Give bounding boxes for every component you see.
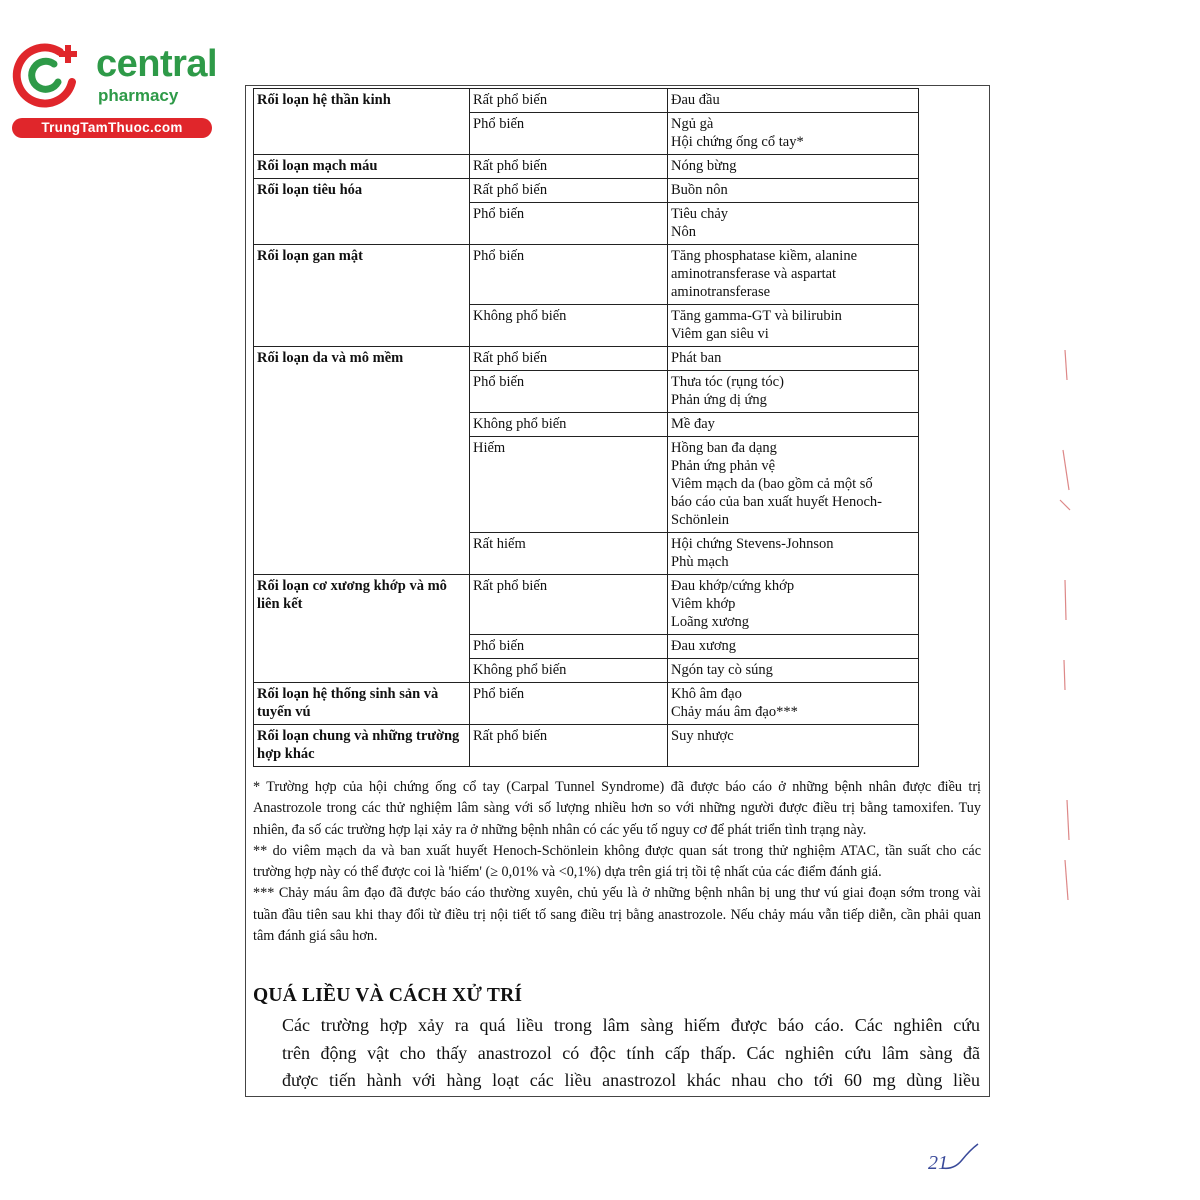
pharmacy-logo-icon <box>12 38 84 110</box>
adverse-effect: Suy nhược <box>671 728 734 744</box>
table-row <box>254 155 919 179</box>
page-number-text: 21 <box>928 1152 948 1174</box>
adverse-effect: Ngón tay cò súng <box>671 662 773 678</box>
table-row <box>254 575 919 635</box>
frequency-cell: Phổ biến <box>470 203 668 245</box>
frequency-cell: Rất phổ biến <box>470 89 668 113</box>
organ-system-cell: Rối loạn hệ thống sinh sản và tuyến vú <box>254 683 470 725</box>
adverse-effect-cell <box>668 347 919 371</box>
adverse-effect: Phù mạch <box>671 554 729 570</box>
adverse-effect-cell <box>668 179 919 203</box>
adverse-effect-cell <box>668 635 919 659</box>
adverse-effect: Nóng bừng <box>671 158 737 174</box>
pharmacy-logo[interactable] <box>10 38 218 138</box>
table-row <box>254 347 919 371</box>
adverse-effect: Viêm gan siêu vi <box>671 326 769 342</box>
organ-system-cell: Rối loạn gan mật <box>254 245 470 347</box>
frequency-cell: Phổ biến <box>470 245 668 305</box>
margin-stamp-marks <box>1045 340 1085 920</box>
frequency-cell: Hiếm <box>470 437 668 533</box>
adverse-effect: Loãng xương <box>671 614 749 630</box>
adverse-effect: Tăng gamma-GT và bilirubin <box>671 308 842 324</box>
adverse-effect: aminotransferase <box>671 284 771 300</box>
adverse-effect: Viêm khớp <box>671 596 736 612</box>
frequency-cell: Rất phổ biến <box>470 725 668 767</box>
adverse-effect-cell <box>668 575 919 635</box>
adverse-effect-cell <box>668 245 919 305</box>
table-row <box>254 89 919 113</box>
adverse-effect-cell <box>668 659 919 683</box>
organ-system-cell: Rối loạn mạch máu <box>254 155 470 179</box>
footnote-1: * Trường hợp của hội chứng ống cổ tay (Carpal Tunnel Syndrome) đã được báo cáo ở những bệnh nhân được điều trị Anastrozole trong các thử nghiệm lâm sàng với số lượng nhiều hơn so với những người được điều trị bằng tamoxifen. Tuy nhiên, đa số các trường hợp lại xảy ra ở những bệnh nhân có các yếu tố nguy cơ để phát triển tình trạng này. <box>253 779 981 838</box>
frequency-cell: Không phổ biến <box>470 305 668 347</box>
frequency-cell: Phổ biến <box>470 635 668 659</box>
adverse-effect-cell <box>668 533 919 575</box>
adverse-effect: Tiêu chảy <box>671 206 729 222</box>
logo-subtitle: pharmacy <box>98 86 179 105</box>
adverse-effects-table <box>253 88 919 767</box>
adverse-effect: báo cáo của ban xuất huyết Henoch- <box>671 494 882 510</box>
adverse-effect: Phản ứng phản vệ <box>671 458 776 474</box>
adverse-effect: Schönlein <box>671 512 729 528</box>
adverse-effect: Buồn nôn <box>671 182 728 198</box>
frequency-cell: Rất phổ biến <box>470 347 668 371</box>
section-line: được tiến hành với hàng loạt các liều anastrozol khác nhau cho tới 60 mg dùng liều <box>282 1070 980 1090</box>
table-row <box>254 179 919 203</box>
adverse-effect: Khô âm đạo <box>671 686 742 702</box>
adverse-effect: Thưa tóc (rụng tóc) <box>671 374 784 390</box>
frequency-cell: Rất hiếm <box>470 533 668 575</box>
adverse-effect-cell <box>668 305 919 347</box>
table-row <box>254 245 919 305</box>
frequency-cell: Phổ biến <box>470 371 668 413</box>
adverse-effect: Đau xương <box>671 638 737 654</box>
frequency-cell: Rất phổ biến <box>470 179 668 203</box>
section-title: QUÁ LIỀU VÀ CÁCH XỬ TRÍ <box>253 985 523 1006</box>
organ-system-cell: Rối loạn tiêu hóa <box>254 179 470 245</box>
adverse-effect-cell <box>668 437 919 533</box>
adverse-effect: Phản ứng dị ứng <box>671 392 767 408</box>
logo-url[interactable]: TrungTamThuoc.com <box>12 118 212 138</box>
adverse-effect-cell <box>668 371 919 413</box>
frequency-cell: Phổ biến <box>470 683 668 725</box>
adverse-effect: Tăng phosphatase kiềm, alanine <box>671 248 858 264</box>
section-line: Các trường hợp xảy ra quá liều trong lâm sàng hiếm được báo cáo. Các nghiên cứu <box>282 1015 980 1035</box>
adverse-effect: Chảy máu âm đạo*** <box>671 704 798 720</box>
adverse-effect: aminotransferase và aspartat <box>671 266 837 282</box>
adverse-effect-cell <box>668 203 919 245</box>
adverse-effect-cell <box>668 725 919 767</box>
frequency-cell: Rất phổ biến <box>470 155 668 179</box>
signature-mark-icon <box>940 1142 980 1172</box>
section-line: trên động vật cho thấy anastrozol có độc tính cấp thấp. Các nghiên cứu lâm sàng đã <box>282 1042 980 1063</box>
adverse-effect: Viêm mạch da (bao gồm cả một số <box>671 476 873 492</box>
adverse-effect: Hồng ban đa dạng <box>671 440 777 456</box>
adverse-effect: Hội chứng Stevens-Johnson <box>671 536 834 552</box>
organ-system-cell: Rối loạn hệ thần kinh <box>254 89 470 155</box>
footnote-2: ** do viêm mạch da và ban xuất huyết Henoch-Schönlein không được quan sát trong thử nghiệm ATAC, tần suất cho các trường hợp này có thể được coi là 'hiếm' (≥ 0,01% và <0,1%) dựa trên giá trị tồi tệ nhất của các điểm đánh giá. <box>253 842 981 881</box>
adverse-effect: Hội chứng ống cổ tay* <box>671 134 804 150</box>
frequency-cell: Không phổ biến <box>470 659 668 683</box>
frequency-cell: Không phổ biến <box>470 413 668 437</box>
adverse-effect-cell <box>668 113 919 155</box>
adverse-effect-cell <box>668 89 919 113</box>
adverse-effect: Đau khớp/cứng khớp <box>671 578 795 594</box>
adverse-effect-cell <box>668 155 919 179</box>
organ-system-cell: Rối loạn cơ xương khớp và mô liên kết <box>254 575 470 683</box>
adverse-effect: Đau đầu <box>671 92 720 108</box>
logo-name: central <box>96 43 218 85</box>
page-number <box>928 1152 978 1187</box>
frequency-cell: Rất phổ biến <box>470 575 668 635</box>
adverse-effect-cell <box>668 683 919 725</box>
table-row <box>254 683 919 725</box>
adverse-effect: Nôn <box>671 224 696 240</box>
frequency-cell: Phổ biến <box>470 113 668 155</box>
adverse-effect: Phát ban <box>671 350 722 366</box>
organ-system-cell: Rối loạn da và mô mềm <box>254 347 470 575</box>
footnotes <box>253 777 981 947</box>
organ-system-cell: Rối loạn chung và những trường hợp khác <box>254 725 470 767</box>
adverse-effect: Mề đay <box>671 416 715 432</box>
footnote-3: *** Chảy máu âm đạo đã được báo cáo thường xuyên, chủ yếu là ở những bệnh nhân bị ung thư vú giai đoạn sớm trong vài tuần đầu tiên sau khi thay đổi từ điều trị nội tiết tố sang điều trị bằng anastrozole. Nếu chảy máu vẫn tiếp diễn, cần phải quan tâm đánh giá sâu hơn. <box>253 885 981 945</box>
section-body <box>282 1012 980 1095</box>
adverse-effect: Ngủ gà <box>671 116 714 132</box>
table-row <box>254 725 919 767</box>
adverse-effect-cell <box>668 413 919 437</box>
